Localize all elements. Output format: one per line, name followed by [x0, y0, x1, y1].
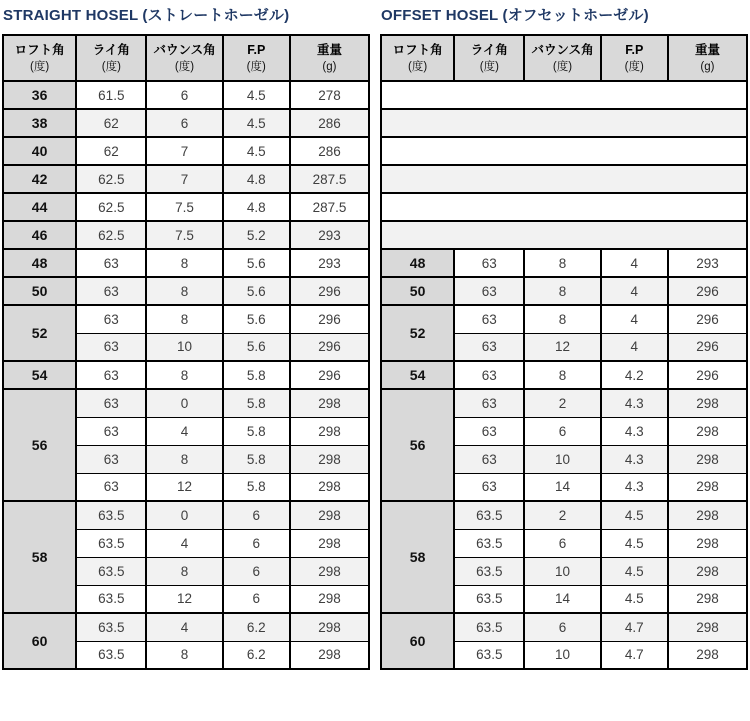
empty-cell — [381, 137, 747, 165]
spec-row-loft-56 — [381, 389, 747, 417]
spec-cell: 63.5 — [76, 529, 146, 557]
column-header-4 — [290, 35, 369, 81]
loft-cell: 52 — [3, 305, 76, 361]
spec-cell: 8 — [524, 249, 600, 277]
spec-cell: 14 — [524, 585, 600, 613]
loft-cell: 48 — [3, 249, 76, 277]
spec-cell: 8 — [146, 641, 222, 669]
spec-cell: 5.8 — [223, 473, 290, 501]
empty-row — [381, 109, 747, 137]
spec-row-loft-60 — [381, 613, 747, 641]
empty-cell — [381, 165, 747, 193]
column-header-unit: (度) — [101, 60, 121, 73]
spec-cell: 298 — [290, 529, 369, 557]
spec-row-loft-54 — [381, 361, 747, 389]
spec-cell: 4.5 — [223, 109, 290, 137]
loft-cell: 56 — [381, 389, 454, 501]
spec-cell: 6.2 — [223, 641, 290, 669]
column-header-unit: (度) — [174, 60, 195, 73]
spec-cell: 298 — [668, 473, 747, 501]
spec-cell: 287.5 — [290, 193, 369, 221]
spec-cell: 296 — [668, 361, 747, 389]
spec-cell: 4.3 — [601, 417, 668, 445]
spec-row-loft-56 — [3, 389, 369, 417]
column-header-label: ライ角 — [470, 43, 508, 58]
spec-cell: 14 — [524, 473, 600, 501]
empty-row — [381, 137, 747, 165]
spec-cell: 63.5 — [454, 585, 524, 613]
straight-hosel-table — [2, 34, 370, 670]
spec-cell: 298 — [668, 557, 747, 585]
spec-row-loft-48 — [381, 249, 747, 277]
column-header-0 — [3, 35, 76, 81]
spec-cell: 6 — [223, 501, 290, 529]
column-header-unit: (度) — [624, 60, 644, 73]
spec-cell: 61.5 — [76, 81, 146, 109]
spec-cell: 7.5 — [146, 221, 222, 249]
spec-cell: 296 — [290, 305, 369, 333]
spec-cell: 63.5 — [76, 501, 146, 529]
spec-cell: 63 — [76, 249, 146, 277]
spec-cell: 5.6 — [223, 305, 290, 333]
spec-row-loft-60 — [3, 613, 369, 641]
spec-cell: 293 — [668, 249, 747, 277]
spec-row-loft-38 — [3, 109, 369, 137]
loft-cell: 56 — [3, 389, 76, 501]
column-header-label: 重量 — [316, 43, 342, 58]
spec-cell: 4 — [146, 529, 222, 557]
column-header-label: 重量 — [694, 43, 720, 58]
column-header-unit: (度) — [30, 60, 50, 73]
spec-cell: 4.5 — [223, 81, 290, 109]
spec-cell: 4.3 — [601, 473, 668, 501]
spec-cell: 63.5 — [454, 501, 524, 529]
spec-cell: 296 — [668, 305, 747, 333]
spec-cell: 5.8 — [223, 417, 290, 445]
loft-cell: 42 — [3, 165, 76, 193]
spec-cell: 4.8 — [223, 193, 290, 221]
spec-cell: 298 — [668, 585, 747, 613]
spec-cell: 298 — [668, 641, 747, 669]
spec-cell: 4.5 — [601, 557, 668, 585]
spec-cell: 293 — [290, 221, 369, 249]
spec-cell: 12 — [146, 585, 222, 613]
spec-cell: 63 — [454, 417, 524, 445]
spec-cell: 4 — [146, 613, 222, 641]
spec-cell: 6 — [524, 417, 600, 445]
spec-cell: 63 — [76, 333, 146, 361]
spec-cell: 298 — [290, 585, 369, 613]
spec-cell: 4 — [601, 305, 668, 333]
spec-row-loft-50 — [3, 277, 369, 305]
spec-cell: 63 — [454, 473, 524, 501]
spec-cell: 298 — [290, 501, 369, 529]
spec-cell: 8 — [524, 305, 600, 333]
spec-cell: 7 — [146, 137, 222, 165]
spec-row-loft-40 — [3, 137, 369, 165]
spec-cell: 8 — [524, 361, 600, 389]
spec-cell: 8 — [524, 277, 600, 305]
spec-cell: 4.7 — [601, 613, 668, 641]
spec-cell: 10 — [524, 641, 600, 669]
empty-row — [381, 81, 747, 109]
straight-hosel-section — [2, 3, 370, 670]
column-header-3 — [223, 35, 290, 81]
spec-cell: 4 — [601, 249, 668, 277]
spec-cell: 8 — [146, 305, 222, 333]
spec-cell: 6 — [524, 529, 600, 557]
spec-cell: 62 — [76, 137, 146, 165]
spec-cell: 0 — [146, 501, 222, 529]
spec-cell: 5.8 — [223, 445, 290, 473]
spec-cell: 298 — [668, 445, 747, 473]
header-row — [3, 35, 369, 81]
spec-cell: 296 — [668, 277, 747, 305]
column-header-3 — [601, 35, 668, 81]
spec-cell: 10 — [146, 333, 222, 361]
spec-cell: 63 — [76, 417, 146, 445]
spec-cell: 63 — [76, 445, 146, 473]
spec-cell: 63 — [454, 249, 524, 277]
column-header-4 — [668, 35, 747, 81]
loft-cell: 44 — [3, 193, 76, 221]
header-row — [381, 35, 747, 81]
spec-cell: 2 — [524, 501, 600, 529]
loft-cell: 36 — [3, 81, 76, 109]
spec-cell: 298 — [290, 445, 369, 473]
spec-cell: 298 — [290, 641, 369, 669]
spec-row-loft-48 — [3, 249, 369, 277]
spec-cell: 8 — [146, 249, 222, 277]
spec-cell: 293 — [290, 249, 369, 277]
spec-row-loft-46 — [3, 221, 369, 249]
spec-cell: 286 — [290, 109, 369, 137]
spec-cell: 7.5 — [146, 193, 222, 221]
column-header-1 — [76, 35, 146, 81]
column-header-label: バウンス角 — [153, 43, 216, 58]
spec-cell: 63.5 — [454, 641, 524, 669]
spec-cell: 12 — [146, 473, 222, 501]
spec-cell: 4.8 — [223, 165, 290, 193]
spec-cell: 63 — [454, 445, 524, 473]
spec-cell: 298 — [290, 417, 369, 445]
spec-cell: 2 — [524, 389, 600, 417]
spec-cell: 298 — [668, 389, 747, 417]
spec-cell: 298 — [290, 389, 369, 417]
column-header-2 — [524, 35, 600, 81]
spec-cell: 63.5 — [454, 557, 524, 585]
spec-cell: 4.3 — [601, 445, 668, 473]
spec-cell: 63.5 — [454, 613, 524, 641]
loft-cell: 38 — [3, 109, 76, 137]
loft-cell: 46 — [3, 221, 76, 249]
spec-cell: 6 — [223, 529, 290, 557]
column-header-unit: (度) — [479, 60, 499, 73]
spec-cell: 6 — [223, 585, 290, 613]
spec-cell: 298 — [290, 613, 369, 641]
loft-cell: 60 — [381, 613, 454, 669]
column-header-unit: (度) — [408, 60, 428, 73]
spec-cell: 4 — [601, 277, 668, 305]
spec-cell: 296 — [290, 277, 369, 305]
spec-cell: 4.3 — [601, 389, 668, 417]
spec-cell: 0 — [146, 389, 222, 417]
spec-cell: 298 — [668, 613, 747, 641]
spec-cell: 63.5 — [76, 557, 146, 585]
column-header-label: F.P — [247, 43, 266, 58]
offset-hosel-table — [380, 34, 748, 670]
spec-cell: 4.5 — [223, 137, 290, 165]
spec-cell: 5.6 — [223, 249, 290, 277]
spec-cell: 63 — [76, 361, 146, 389]
spec-cell: 6 — [146, 109, 222, 137]
column-header-unit: (g) — [700, 60, 715, 73]
column-header-label: ロフト角 — [14, 43, 65, 58]
empty-row — [381, 193, 747, 221]
spec-cell: 5.6 — [223, 277, 290, 305]
offset-hosel-section — [380, 3, 748, 670]
loft-cell: 58 — [381, 501, 454, 613]
empty-cell — [381, 193, 747, 221]
spec-row-loft-58 — [3, 501, 369, 529]
spec-cell: 63.5 — [76, 613, 146, 641]
spec-cell: 4.5 — [601, 501, 668, 529]
column-header-label: バウンス角 — [531, 43, 594, 58]
spec-tables-container — [2, 3, 750, 670]
spec-cell: 10 — [524, 557, 600, 585]
spec-cell: 63 — [76, 389, 146, 417]
empty-cell — [381, 221, 747, 249]
loft-cell: 54 — [3, 361, 76, 389]
empty-row — [381, 165, 747, 193]
spec-cell: 62.5 — [76, 165, 146, 193]
spec-cell: 5.8 — [223, 361, 290, 389]
spec-cell: 63 — [76, 277, 146, 305]
spec-cell: 296 — [668, 333, 747, 361]
column-header-label: F.P — [625, 43, 644, 58]
spec-cell: 62.5 — [76, 193, 146, 221]
spec-cell: 7 — [146, 165, 222, 193]
spec-cell: 5.6 — [223, 333, 290, 361]
column-header-label: ライ角 — [92, 43, 130, 58]
spec-cell: 63 — [76, 473, 146, 501]
empty-row — [381, 221, 747, 249]
spec-cell: 63 — [454, 333, 524, 361]
spec-row-loft-36 — [3, 81, 369, 109]
spec-cell: 4 — [601, 333, 668, 361]
loft-cell: 50 — [381, 277, 454, 305]
loft-cell: 48 — [381, 249, 454, 277]
empty-cell — [381, 81, 747, 109]
spec-cell: 6.2 — [223, 613, 290, 641]
spec-cell: 6 — [524, 613, 600, 641]
spec-cell: 298 — [668, 417, 747, 445]
spec-cell: 62 — [76, 109, 146, 137]
column-header-1 — [454, 35, 524, 81]
spec-cell: 286 — [290, 137, 369, 165]
spec-cell: 298 — [290, 557, 369, 585]
spec-row-loft-42 — [3, 165, 369, 193]
spec-row-loft-52 — [3, 305, 369, 333]
spec-cell: 287.5 — [290, 165, 369, 193]
loft-cell: 60 — [3, 613, 76, 669]
spec-cell: 278 — [290, 81, 369, 109]
spec-cell: 4.5 — [601, 529, 668, 557]
spec-cell: 63 — [454, 389, 524, 417]
empty-cell — [381, 109, 747, 137]
loft-cell: 54 — [381, 361, 454, 389]
spec-cell: 10 — [524, 445, 600, 473]
spec-row-loft-58 — [381, 501, 747, 529]
spec-cell: 63 — [454, 305, 524, 333]
spec-cell: 8 — [146, 445, 222, 473]
column-header-label: ロフト角 — [392, 43, 443, 58]
spec-cell: 4 — [146, 417, 222, 445]
spec-row-loft-54 — [3, 361, 369, 389]
spec-cell: 5.8 — [223, 389, 290, 417]
spec-cell: 63.5 — [76, 585, 146, 613]
spec-cell: 5.2 — [223, 221, 290, 249]
spec-cell: 296 — [290, 333, 369, 361]
spec-cell: 12 — [524, 333, 600, 361]
column-header-unit: (度) — [552, 60, 573, 73]
spec-cell: 63 — [76, 305, 146, 333]
column-header-2 — [146, 35, 222, 81]
loft-cell: 50 — [3, 277, 76, 305]
spec-cell: 63 — [454, 361, 524, 389]
spec-cell: 6 — [223, 557, 290, 585]
spec-cell: 63.5 — [76, 641, 146, 669]
loft-cell: 58 — [3, 501, 76, 613]
spec-cell: 298 — [668, 529, 747, 557]
spec-cell: 296 — [290, 361, 369, 389]
column-header-0 — [381, 35, 454, 81]
loft-cell: 52 — [381, 305, 454, 361]
column-header-unit: (g) — [322, 60, 337, 73]
straight-hosel-title: STRAIGHT HOSEL (ストレートホーゼル) — [3, 7, 290, 24]
spec-cell: 63.5 — [454, 529, 524, 557]
spec-row-loft-44 — [3, 193, 369, 221]
spec-cell: 8 — [146, 557, 222, 585]
spec-cell: 4.7 — [601, 641, 668, 669]
spec-row-loft-50 — [381, 277, 747, 305]
spec-cell: 62.5 — [76, 221, 146, 249]
spec-cell: 4.5 — [601, 585, 668, 613]
loft-cell: 40 — [3, 137, 76, 165]
spec-row-loft-52 — [381, 305, 747, 333]
spec-cell: 8 — [146, 361, 222, 389]
spec-cell: 8 — [146, 277, 222, 305]
spec-cell: 6 — [146, 81, 222, 109]
spec-cell: 298 — [290, 473, 369, 501]
spec-cell: 298 — [668, 501, 747, 529]
spec-cell: 63 — [454, 277, 524, 305]
offset-hosel-title: OFFSET HOSEL (オフセットホーゼル) — [381, 7, 649, 24]
column-header-unit: (度) — [246, 60, 266, 73]
spec-cell: 4.2 — [601, 361, 668, 389]
